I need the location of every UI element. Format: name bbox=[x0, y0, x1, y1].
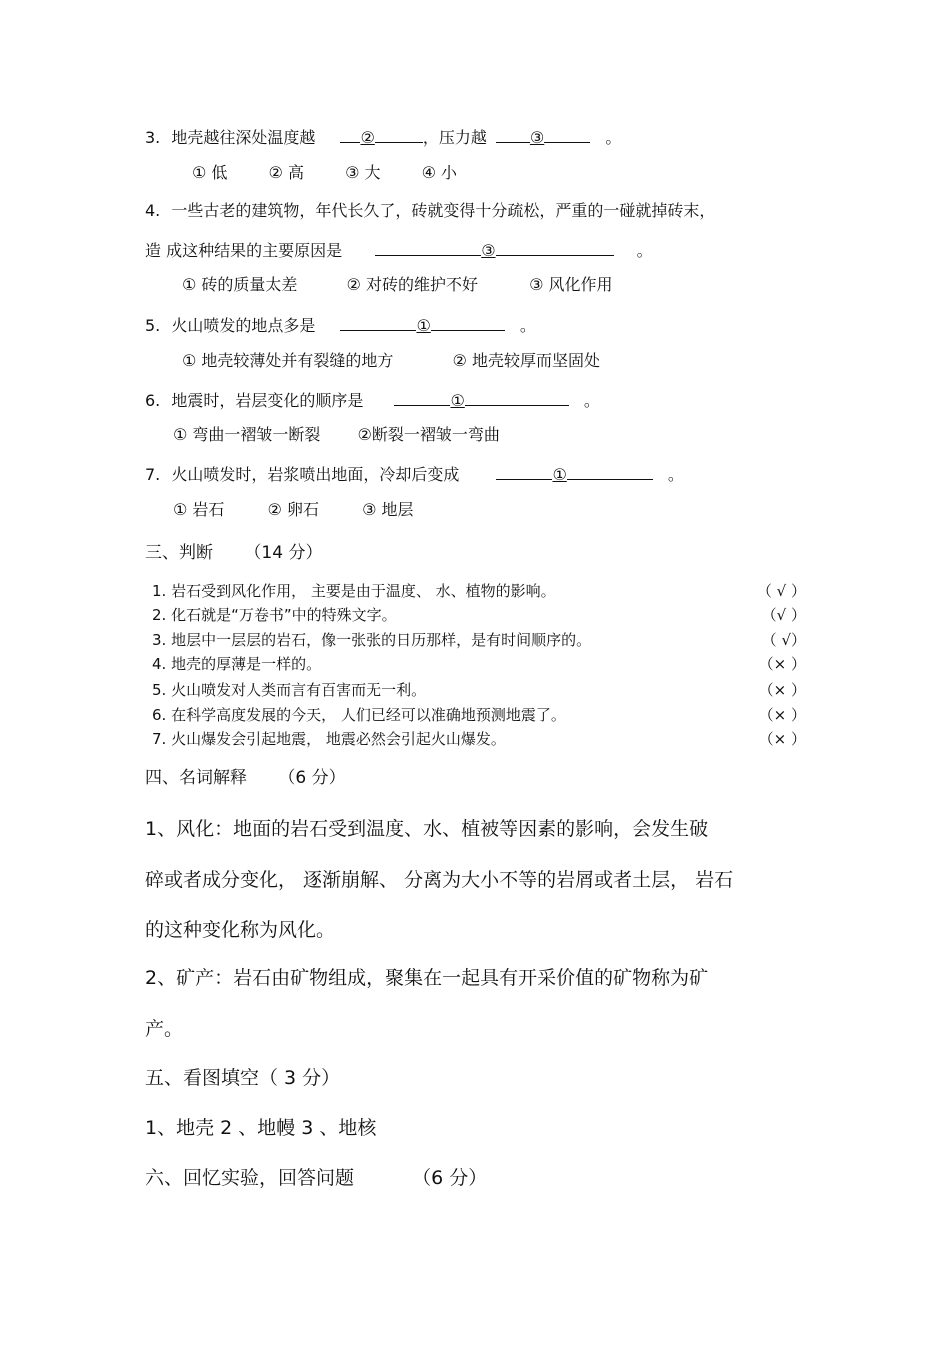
question-4 bbox=[145, 201, 715, 221]
section-5-heading: 五、看图填空（ 3 分） bbox=[145, 1067, 341, 1089]
question-text: 一些古老的建筑物，年代长久了，砖就变得十分疏松，严重的一碰就掉砖末， bbox=[171, 201, 716, 220]
option: ② 对砖的维护不好 bbox=[346, 275, 478, 294]
section-4-heading bbox=[145, 768, 346, 788]
judgment-text: 1. 岩石受到风化作用， 主要是由于温度、 水、植物的影响。 bbox=[152, 582, 556, 600]
answer-value: ③ bbox=[481, 241, 496, 260]
option: ① 岩石 bbox=[173, 500, 225, 519]
option: ① 地壳较薄处并有裂缝的地方 bbox=[182, 351, 394, 370]
section-score: （6 分） bbox=[412, 1167, 488, 1189]
options-row bbox=[182, 351, 600, 371]
option: ② 高 bbox=[268, 163, 304, 182]
answer-blank bbox=[496, 126, 530, 143]
judgment-mark: （× ） bbox=[758, 681, 806, 699]
option: ① 弯曲一褶皱一断裂 bbox=[173, 425, 321, 444]
question-text: 火山喷发的地点多是 bbox=[171, 316, 316, 335]
judgment-text: 5. 火山喷发对人类而言有百害而无一利。 bbox=[152, 681, 427, 699]
question-3 bbox=[145, 126, 621, 148]
judgment-item bbox=[152, 705, 806, 725]
judgment-mark: （× ） bbox=[758, 706, 806, 724]
section-title: 六、回忆实验，回答问题 bbox=[145, 1167, 355, 1189]
answer-blank bbox=[496, 239, 614, 256]
question-end: 。 bbox=[519, 316, 536, 335]
answer-blank bbox=[375, 239, 481, 256]
options-row bbox=[182, 275, 613, 295]
question-text: 造 成这种结果的主要原因是 bbox=[145, 241, 343, 260]
question-number: 5. bbox=[145, 316, 161, 335]
question-end: 。 bbox=[605, 128, 622, 147]
judgment-text: 4. 地壳的厚薄是一样的。 bbox=[152, 655, 322, 673]
option: ②断裂一褶皱一弯曲 bbox=[357, 425, 500, 444]
judgment-text: 3. 地层中一层层的岩石，像一张张的日历那样，是有时间顺序的。 bbox=[152, 631, 592, 649]
answer-blank bbox=[340, 314, 416, 331]
answer-blank bbox=[394, 389, 450, 406]
question-number: 3. bbox=[145, 128, 161, 147]
judgment-mark: （√ ） bbox=[761, 606, 806, 624]
answer-blank bbox=[496, 463, 552, 480]
judgment-mark: （ √ ） bbox=[756, 582, 806, 600]
question-end: 。 bbox=[667, 465, 684, 484]
options-row bbox=[173, 500, 414, 520]
question-7 bbox=[145, 463, 684, 485]
question-number: 4. bbox=[145, 201, 161, 220]
answer-value: ② bbox=[360, 128, 375, 147]
answer-value: ③ bbox=[529, 128, 545, 147]
judgment-item bbox=[152, 581, 806, 601]
answer-blank bbox=[465, 389, 569, 406]
judgment-mark: （× ） bbox=[758, 730, 806, 748]
answer-value: ① bbox=[450, 391, 465, 410]
definition-1-line-2: 碎或者成分变化， 逐渐崩解、 分离为大小不等的岩屑或者土层， 岩石 bbox=[145, 869, 734, 891]
judgment-text: 6. 在科学高度发展的今天， 人们已经可以准确地预测地震了。 bbox=[152, 706, 566, 724]
question-end: 。 bbox=[583, 391, 600, 410]
section-score: （14 分） bbox=[244, 543, 323, 563]
judgment-item bbox=[152, 729, 806, 749]
option: ② 地壳较厚而坚固处 bbox=[452, 351, 600, 370]
question-6 bbox=[145, 389, 600, 411]
question-number: 7. bbox=[145, 465, 161, 484]
judgment-text: 7. 火山爆发会引起地震， 地震必然会引起火山爆发。 bbox=[152, 730, 506, 748]
section-title: 四、名词解释 bbox=[145, 768, 247, 788]
section-score: （6 分） bbox=[278, 768, 346, 788]
answer-blank bbox=[375, 126, 423, 143]
definition-1-line-3: 的这种变化称为风化。 bbox=[145, 919, 336, 941]
answer-value: ① bbox=[552, 465, 567, 484]
answer-blank bbox=[544, 126, 590, 143]
answer-value: ① bbox=[416, 316, 431, 335]
question-text: 地壳越往深处温度越 bbox=[171, 128, 316, 147]
judgment-mark: （ √） bbox=[761, 631, 806, 649]
judgment-item bbox=[152, 680, 806, 700]
section-3-heading bbox=[145, 543, 322, 563]
options-row bbox=[192, 163, 457, 183]
judgment-mark: （× ） bbox=[758, 655, 806, 673]
section-5-answer: 1、地壳 2 、地幔 3 、地核 bbox=[145, 1117, 377, 1139]
option: ① 砖的质量太差 bbox=[182, 275, 298, 294]
definition-2-line-2: 产。 bbox=[145, 1018, 184, 1040]
question-end: 。 bbox=[636, 241, 653, 260]
judgment-item bbox=[152, 630, 806, 650]
option: ① 低 bbox=[192, 163, 228, 182]
section-title: 三、判断 bbox=[145, 543, 213, 563]
options-row bbox=[173, 425, 500, 445]
option: ③ 地层 bbox=[362, 500, 414, 519]
answer-blank bbox=[567, 463, 653, 480]
option: ② 卵石 bbox=[267, 500, 319, 519]
definition-2-line-1: 2、矿产：岩石由矿物组成，聚集在一起具有开采价值的矿物称为矿 bbox=[145, 967, 709, 989]
question-4-line2 bbox=[145, 239, 653, 261]
option: ③ 大 bbox=[345, 163, 381, 182]
option: ④ 小 bbox=[421, 163, 458, 182]
judgment-text: 2. 化石就是“万卷书”中的特殊文字。 bbox=[152, 606, 397, 624]
judgment-item bbox=[152, 654, 806, 674]
question-5 bbox=[145, 314, 536, 336]
answer-blank bbox=[340, 126, 360, 143]
option: ③ 风化作用 bbox=[529, 275, 613, 294]
question-text: 地震时，岩层变化的顺序是 bbox=[171, 391, 364, 410]
question-number: 6. bbox=[145, 391, 161, 410]
definition-1-line-1: 1、风化：地面的岩石受到温度、水、植被等因素的影响，会发生破 bbox=[145, 818, 709, 840]
question-text: 火山喷发时，岩浆喷出地面，冷却后变成 bbox=[171, 465, 460, 484]
answer-blank bbox=[431, 314, 505, 331]
judgment-item bbox=[152, 605, 806, 625]
section-6-heading bbox=[145, 1166, 487, 1190]
question-text: ，压力越 bbox=[422, 128, 487, 147]
